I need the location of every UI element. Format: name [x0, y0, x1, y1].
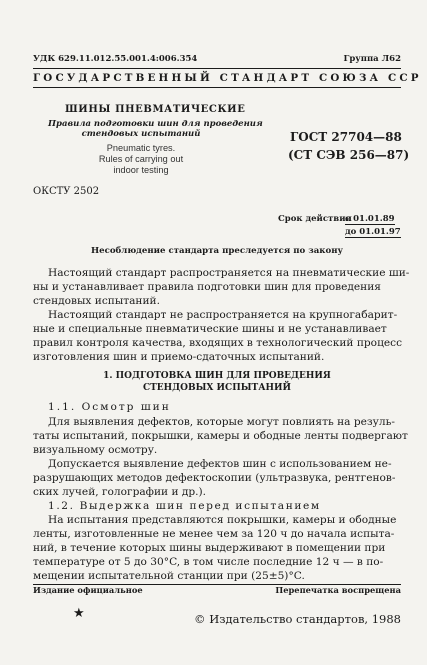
title-english-line1: Pneumatic tyres. [106, 143, 176, 153]
standard-type: ГОСУДАРСТВЕННЫЙ СТАНДАРТ СОЮЗА ССР [33, 72, 422, 84]
body-line: ских лучей, голографии и др.). [33, 486, 207, 498]
body-line: разрушающих методов дефектоскопии (ультразвука, рентгенов- [33, 472, 396, 484]
standard-subtitle-line1: Правила подготовки шин для проведения [48, 119, 263, 129]
body-line: Для выявления дефектов, которые могут повлиять на резуль- [48, 416, 395, 428]
standard-title: ШИНЫ ПНЕВМАТИЧЕСКИЕ [65, 104, 246, 115]
body-line: температуре от 5 до 30°C, в том числе последние 12 ч — в по- [33, 556, 384, 568]
subsection-heading: 1.1. Осмотр шин [48, 401, 171, 413]
section-heading-line1: 1. ПОДГОТОВКА ШИН ДЛЯ ПРОВЕДЕНИЯ [103, 371, 331, 381]
okstu-code: ОКСТУ 2502 [33, 186, 100, 197]
legal-notice: Несоблюдение стандарта преследуется по закону [91, 246, 343, 256]
star-icon: ★ [73, 606, 85, 621]
body-line: ний, в течение которых шины выдерживают в помещении при [33, 542, 386, 554]
intro-line: Настоящий стандарт не распространяется на крупногабарит- [48, 309, 398, 321]
body-line: визуальному осмотру. [33, 444, 158, 456]
body-line: таты испытаний, покрышки, камеры и ободные ленты подвергают [33, 430, 408, 442]
validity-label: Срок действия [278, 214, 352, 224]
intro-line: стендовых испытаний. [33, 295, 160, 307]
body-line: На испытания представляются покрышки, камеры и ободные [48, 514, 397, 526]
body-line: ленты, изготовленные не менее чем за 120 ч до начала испыта- [33, 528, 395, 540]
reprint-prohibited: Перепечатка воспрещена [275, 585, 401, 595]
standard-subtitle-line2: стендовых испытаний [81, 129, 201, 139]
intro-line: ны и устанавливает правила подготовки шин для проведения [33, 281, 381, 293]
group-code: Группа Л62 [343, 54, 401, 64]
title-english-line3: indoor testing [113, 165, 169, 175]
st-sev-number: (СТ СЭВ 256—87) [288, 148, 410, 162]
body-line: мещении испытательной станции при (25±5)°C. [33, 570, 305, 582]
title-english-line2: Rules of carrying out [98, 154, 184, 164]
body-line: Допускается выявление дефектов шин с использованием не- [48, 458, 392, 470]
intro-line: ные и специальные пневматические шины и не устанавливает [33, 323, 387, 335]
gost-number: ГОСТ 27704—88 [290, 130, 402, 144]
intro-line: правил контроля качества, входящих в технологический процесс [33, 337, 403, 349]
official-edition: Издание официальное [33, 585, 143, 595]
validity-from: с 01.01.89 [345, 214, 395, 224]
udk-code: УДК 629.11.012.55.001.4:006.354 [33, 54, 198, 64]
section-heading-line2: СТЕНДОВЫХ ИСПЫТАНИЙ [142, 383, 292, 393]
validity-to: до 01.01.97 [345, 227, 401, 237]
header-rule-top [33, 68, 401, 69]
copyright-notice: © Издательство стандартов, 1988 [194, 612, 401, 626]
subsection-heading: 1.2. Выдержка шин перед испытанием [48, 500, 321, 512]
intro-line: Настоящий стандарт распространяется на пневматические ши- [48, 267, 410, 279]
header-rule-bottom [33, 87, 401, 88]
intro-line: изготовления шин и приемо-сдаточных испытаний. [33, 351, 325, 363]
